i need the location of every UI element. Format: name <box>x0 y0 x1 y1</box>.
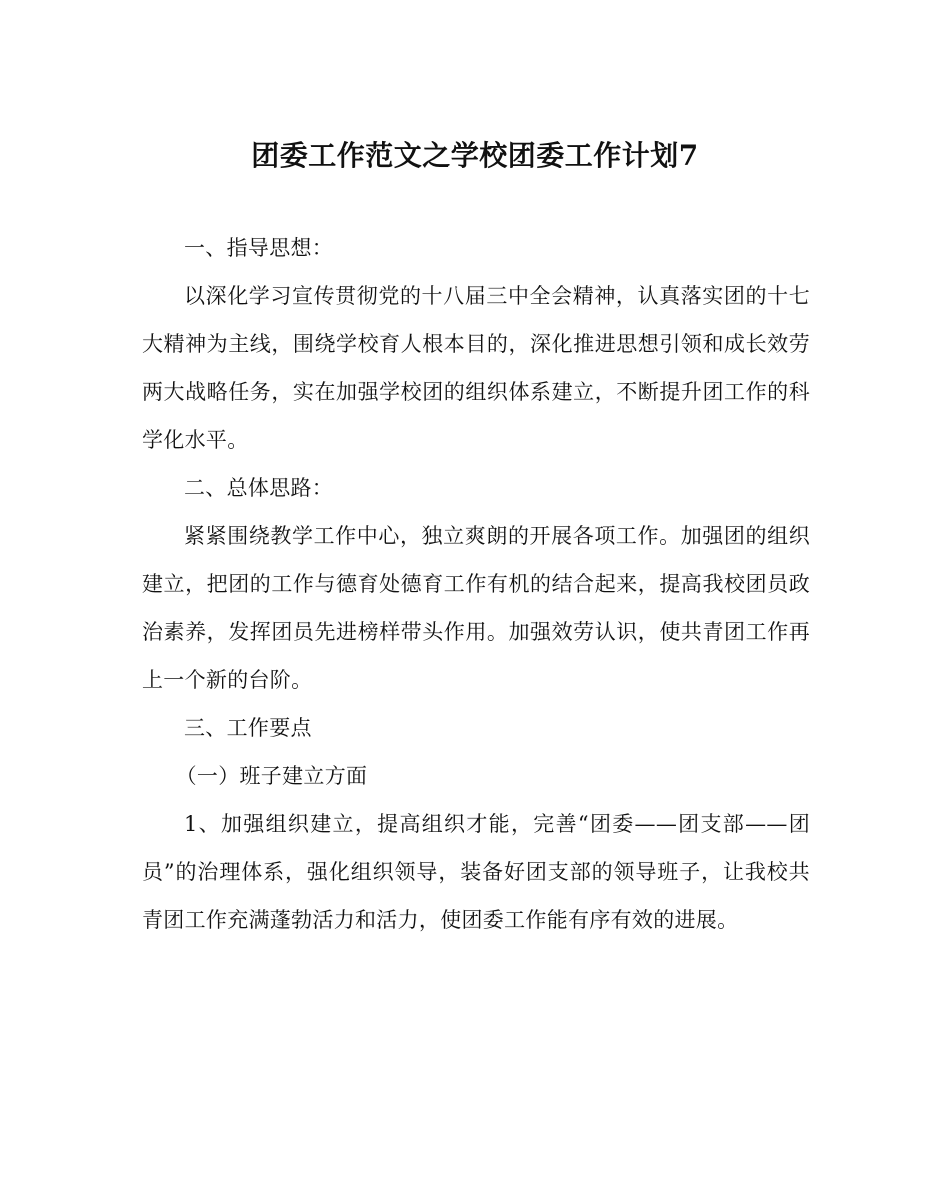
document-title: 团委工作范文之学校团委工作计划7 <box>251 139 699 172</box>
paragraph-guiding-ideology: 以深化学习宣传贯彻党的十八届三中全会精神，认真落实团的十七大精神为主线，围绕学校育人根本目的，深化推进思想引领和成长效劳两大战略任务，实在加强学校团的组织体系建立，不断提升团工作的科学化水平。 <box>142 284 810 452</box>
subheading-team-building: （一）班子建立方面 <box>175 764 368 788</box>
document-body <box>142 224 810 944</box>
paragraph-item-1: 1、加强组织建立，提高组织才能，完善“团委——团支部——团员”的治理体系，强化组织领导，装备好团支部的领导班子，让我校共青团工作充满蓬勃活力和活力，使团委工作能有序有效的进展。 <box>142 812 810 932</box>
heading-guiding-ideology: 一、指导思想： <box>184 236 334 260</box>
heading-work-points: 三、工作要点 <box>184 716 312 740</box>
paragraph-overall-approach: 紧紧围绕教学工作中心，独立爽朗的开展各项工作。加强团的组织建立，把团的工作与德育处德育工作有机的结合起来，提高我校团员政治素养，发挥团员先进榜样带头作用。加强效劳认识，使共青团工作再上一个新的台阶。 <box>142 524 810 692</box>
heading-overall-approach: 二、总体思路： <box>184 476 334 500</box>
